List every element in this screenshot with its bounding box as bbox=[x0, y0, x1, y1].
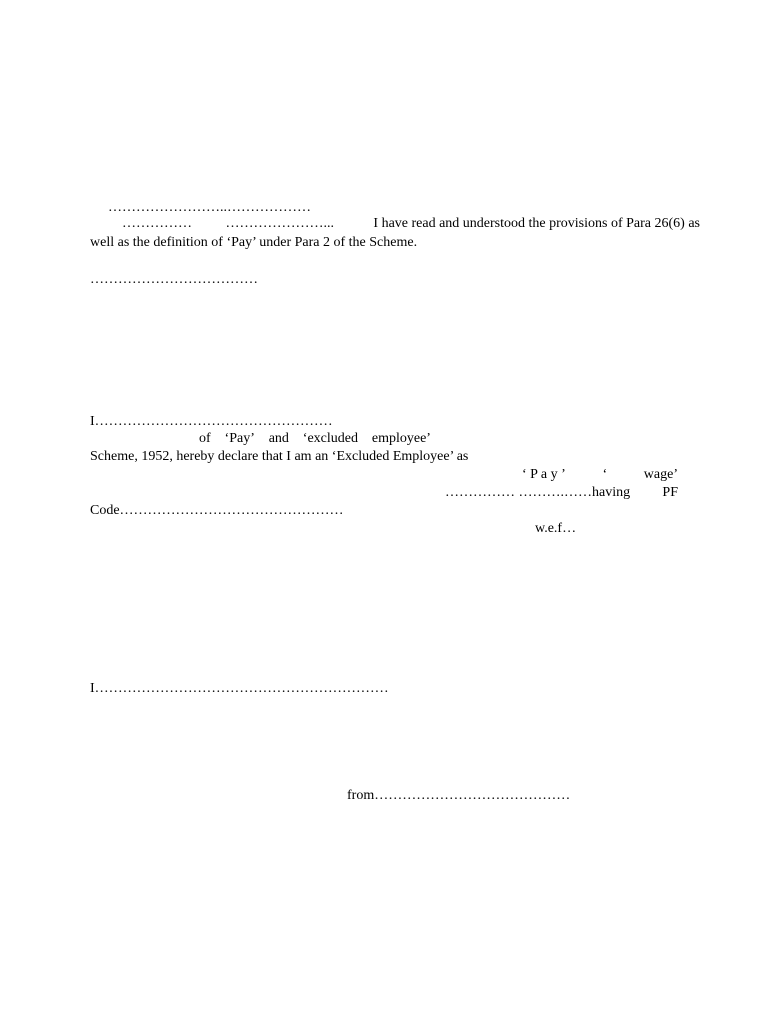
section3-line1: I……………………………………………………… bbox=[90, 681, 389, 696]
section1-line2 bbox=[122, 215, 700, 232]
section2-line3: Scheme, 1952, hereby declare that I am an ‘Excluded Employee’ as bbox=[90, 449, 469, 464]
section2-line4-c: wage’ bbox=[643, 467, 678, 482]
section1-line3: well as the definition of ‘Pay’ under Para 2 of the Scheme. bbox=[90, 235, 418, 250]
section1-line2-text: I have read and understood the provisions of Para 26(6) as bbox=[373, 216, 700, 231]
section2-line5-b: PF bbox=[662, 485, 678, 500]
section2-line5 bbox=[445, 484, 678, 501]
section2-line4-b: ‘ bbox=[602, 467, 608, 482]
section2-line7: w.e.f… bbox=[535, 521, 577, 536]
section2-line5-a: …………… ……….……having bbox=[445, 485, 631, 500]
section2-line2-c: and bbox=[268, 431, 289, 446]
section1-line2-dots-a: …………… bbox=[122, 216, 192, 231]
section2-line2 bbox=[199, 430, 431, 447]
section2-line2-b: ‘Pay’ bbox=[224, 431, 255, 446]
section1-line2-dots-b: …………………... bbox=[225, 216, 334, 231]
section2-line6: Code………………………………………… bbox=[90, 503, 344, 518]
section2-line2-d: ‘excluded bbox=[302, 431, 358, 446]
section2-line4 bbox=[522, 466, 678, 483]
section2-line4-a: ‘ P a y ’ bbox=[522, 467, 566, 482]
section2-line2-a: of bbox=[199, 431, 211, 446]
section2-line1: I…………………………………………… bbox=[90, 414, 333, 429]
section3-line2: from…………………………………… bbox=[347, 788, 571, 803]
section2-line2-e: employee’ bbox=[371, 431, 431, 446]
section1-signature-dots: ……………………………… bbox=[90, 272, 258, 287]
section1-line1: ……………………..……………… bbox=[108, 200, 311, 215]
